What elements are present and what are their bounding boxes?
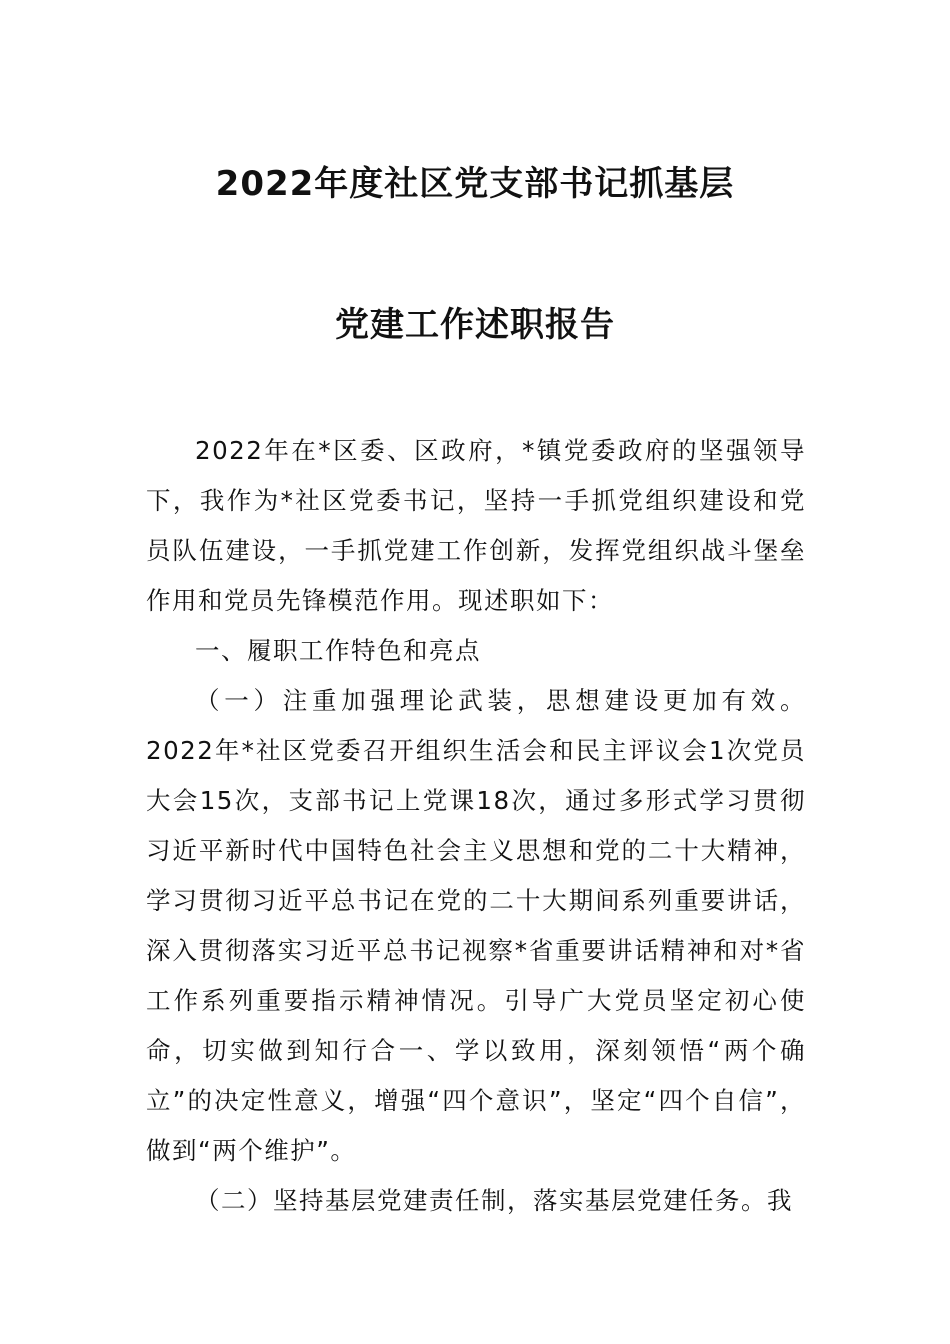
document-title-line-2: 党建工作述职报告 xyxy=(335,305,615,345)
subsection-2-paragraph: （二）坚持基层党建责任制，落实基层党建任务。我 xyxy=(195,1186,793,1215)
subsection-1-paragraph: （一）注重加强理论武装，思想建设更加有效。2022年*社区党委召开组织生活会和民主评议会1次党员大会15次，支部书记上党课18次，通过多形式学习贯彻习近平新时代中国特色社会主义思想和党的二十大精神，学习贯彻习近平总书记在党的二十大期间系列重要讲话，深入贯彻落实习近平总书记视察*省重要讲话精神和对*省工作系列重要指示精神情况。引导广大党员坚定初心使命，切实做到知行合一、学以致用，深刻领悟“两个确立”的决定性意义，增强“四个意识”，坚定“四个自信”，做到“两个维护”。 xyxy=(146,686,806,1165)
document-title-line-1: 2022年度社区党支部书记抓基层 xyxy=(215,164,735,204)
intro-paragraph: 2022年在*区委、区政府，*镇党委政府的坚强领导下，我作为*社区党委书记，坚持一手抓党组织建设和党员队伍建设，一手抓党建工作创新，发挥党组织战斗堡垒作用和党员先锋模范作用。现述职如下： xyxy=(146,436,806,615)
document-body xyxy=(146,426,806,1226)
section-heading: 一、履职工作特色和亮点 xyxy=(195,636,481,665)
